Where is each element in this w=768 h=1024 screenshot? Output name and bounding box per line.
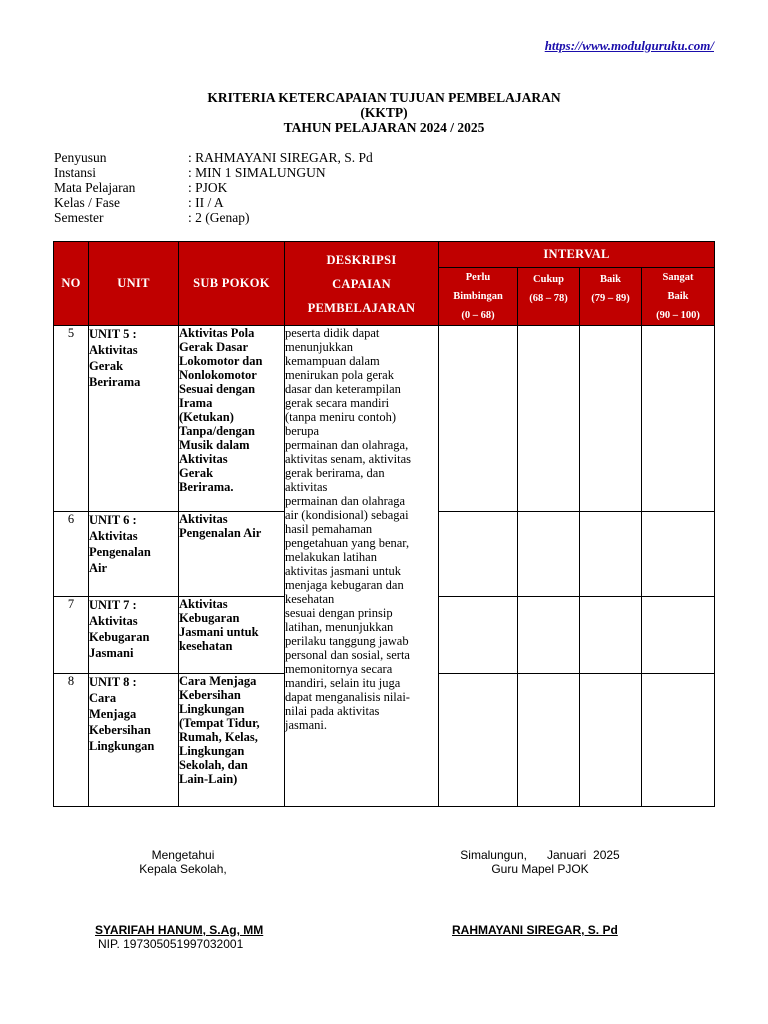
info-value: : MIN 1 SIMALUNGUN [188, 165, 326, 180]
sub-pokok-line: Lingkungan [179, 744, 245, 758]
sub-pokok-line: Lingkungan [179, 702, 245, 716]
info-label: Mata Pelajaran [54, 180, 136, 195]
info-label: Kelas / Fase [54, 195, 120, 210]
sub-pokok-line: Nonlokomotor [179, 368, 257, 382]
score-cell[interactable] [642, 326, 715, 512]
header-description [285, 242, 439, 326]
teacher-name: RAHMAYANI SIREGAR, S. Pd [452, 923, 618, 937]
principal-title: Kepala Sekolah, [139, 862, 227, 876]
unit-line: Kebugaran [89, 630, 150, 644]
info-label: Instansi [54, 165, 96, 180]
unit-line: Berirama [89, 375, 141, 389]
score-cell[interactable] [518, 326, 580, 512]
info-label: Semester [54, 210, 104, 225]
sub-pokok-line: Tanpa/dengan [179, 424, 255, 438]
sub-pokok-cell [179, 512, 285, 597]
unit-line: Menjaga [89, 707, 137, 721]
description-line: memonitornya secara [285, 662, 393, 676]
score-cell[interactable] [580, 512, 642, 597]
sub-pokok-line: Rumah, Kelas, [179, 730, 258, 744]
interval-line: Bimbingan [453, 291, 503, 302]
header-unit: UNIT [89, 242, 179, 326]
unit-line: Pengenalan [89, 545, 151, 559]
sub-pokok-line: Musik dalam [179, 438, 250, 452]
unit-line: Aktivitas [89, 614, 138, 628]
description-line: aktivitas senam, aktivitas [285, 452, 412, 466]
description-line: aktivitas jasmani untuk [285, 564, 401, 578]
sub-pokok-line: (Tempat Tidur, [179, 716, 260, 730]
unit-cell [89, 512, 179, 597]
document-title [0, 90, 768, 135]
interval-line: (0 – 68) [461, 310, 495, 321]
header-no: NO [54, 242, 89, 326]
score-cell[interactable] [518, 597, 580, 674]
description-paragraph [285, 326, 438, 438]
score-cell[interactable] [642, 674, 715, 807]
info-row [54, 165, 373, 180]
description-line: menunjukkan [285, 340, 354, 354]
description-line: gerak berirama, dan [285, 466, 385, 480]
unit-line: Jasmani [89, 646, 134, 660]
description-line: berupa [285, 424, 320, 438]
sub-pokok-line: Sekolah, dan [179, 758, 248, 772]
header-desc-line: PEMBELAJARAN [307, 300, 416, 315]
row-number: 5 [54, 326, 89, 512]
interval-line: (79 – 89) [591, 293, 630, 304]
sub-pokok-line: Aktivitas Pola [179, 326, 255, 340]
principal-nip: NIP. 197305051997032001 [98, 937, 244, 951]
score-cell[interactable] [580, 674, 642, 807]
description-line: jasmani. [285, 718, 328, 732]
unit-cell [89, 674, 179, 807]
interval-line: (90 – 100) [656, 310, 700, 321]
score-cell[interactable] [439, 597, 518, 674]
sub-pokok-line: Sesuai dengan [179, 382, 256, 396]
description-paragraph [285, 438, 438, 494]
sub-pokok-line: Cara Menjaga [179, 674, 257, 688]
sub-pokok-line: Lokomotor dan [179, 354, 263, 368]
score-cell[interactable] [642, 597, 715, 674]
description-line: dasar dan keterampilan [285, 382, 401, 396]
sub-pokok-line: kesehatan [179, 639, 233, 653]
header-sub-pokok: SUB POKOK [179, 242, 285, 326]
teacher-signature-block [440, 848, 640, 876]
description-line: air (kondisional) sebagai [285, 508, 409, 522]
interval-line: (68 – 78) [529, 293, 568, 304]
unit-line: UNIT 5 : [89, 327, 137, 341]
description-line: pengetahuan yang benar, [285, 536, 410, 550]
unit-line: Gerak [89, 359, 124, 373]
sub-pokok-line: Lain-Lain) [179, 772, 238, 786]
sub-pokok-line: Gerak [179, 466, 214, 480]
unit-line: UNIT 6 : [89, 513, 137, 527]
header-desc-line: CAPAIAN [332, 276, 391, 291]
interval-line: Perlu [465, 272, 491, 283]
header-interval-baik [580, 268, 642, 326]
interval-line: Sangat [662, 272, 694, 283]
unit-line: Lingkungan [89, 739, 155, 753]
sub-pokok-line: Irama [179, 396, 213, 410]
score-cell[interactable] [439, 674, 518, 807]
score-cell[interactable] [518, 674, 580, 807]
interval-line: Cukup [533, 274, 564, 285]
score-cell[interactable] [439, 326, 518, 512]
description-line: latihan, menunjukkan [285, 620, 394, 634]
principal-name: SYARIFAH HANUM, S.Ag, MM [95, 923, 264, 937]
interval-line: Baik [599, 274, 621, 285]
description-line: (tanpa meniru contoh) [285, 410, 397, 424]
info-row [54, 195, 373, 210]
description-line: mandiri, selain itu juga [285, 676, 401, 690]
teacher-title: Guru Mapel PJOK [491, 862, 589, 876]
description-cell [285, 326, 439, 807]
kktp-table [53, 241, 715, 807]
description-line: kemampuan dalam [285, 354, 380, 368]
description-line: menjaga kebugaran dan [285, 578, 404, 592]
score-cell[interactable] [439, 512, 518, 597]
principal-signature-block [95, 848, 271, 876]
sub-pokok-cell [179, 674, 285, 807]
sub-pokok-line: (Ketukan) [179, 410, 234, 424]
unit-line: Air [89, 561, 108, 575]
sub-pokok-cell [179, 597, 285, 674]
row-number: 6 [54, 512, 89, 597]
header-interval-perlu-bimbingan [439, 268, 518, 326]
title-line-3: TAHUN PELAJARAN 2024 / 2025 [283, 120, 485, 135]
place-date: Simalungun, Januari 2025 [460, 848, 620, 862]
description-line: kesehatan [285, 592, 335, 606]
table-row [54, 326, 715, 512]
description-line: permainan dan olahraga [285, 494, 406, 508]
sub-pokok-line: Jasmani untuk [179, 625, 259, 639]
info-label: Penyusun [54, 150, 107, 165]
unit-line: UNIT 7 : [89, 598, 137, 612]
description-line: peserta didik dapat [285, 326, 380, 340]
website-link[interactable]: https://www.modulguruku.com/ [544, 38, 714, 53]
unit-line: UNIT 8 : [89, 675, 137, 689]
info-row [54, 210, 373, 225]
description-line: personal dan sosial, serta [285, 648, 410, 662]
info-row [54, 150, 373, 165]
description-line: menirukan pola gerak [285, 368, 394, 382]
sub-pokok-line: Aktivitas [179, 512, 228, 526]
header-interval-cukup [518, 268, 580, 326]
info-value: : PJOK [188, 180, 228, 195]
sub-pokok-line: Aktivitas [179, 452, 228, 466]
sub-pokok-line: Kebersihan [179, 688, 241, 702]
description-line: melakukan latihan [285, 550, 377, 564]
score-cell[interactable] [518, 512, 580, 597]
identity-info [54, 150, 373, 225]
header-desc-line: DESKRIPSI [326, 252, 397, 267]
title-line-2: (KKTP) [360, 105, 408, 120]
description-line: aktivitas [285, 480, 328, 494]
unit-line: Cara [89, 691, 117, 705]
description-paragraph [285, 494, 438, 606]
sub-pokok-line: Gerak Dasar [179, 340, 249, 354]
info-value: : RAHMAYANI SIREGAR, S. Pd [188, 150, 373, 165]
info-value: : 2 (Genap) [188, 210, 250, 225]
header-interval: INTERVAL [439, 242, 715, 268]
description-line: nilai pada aktivitas [285, 704, 380, 718]
description-line: gerak secara mandiri [285, 396, 390, 410]
description-line: sesuai dengan prinsip [285, 606, 393, 620]
description-line: permainan dan olahraga, [285, 438, 409, 452]
sub-pokok-line: Aktivitas [179, 597, 228, 611]
row-number: 7 [54, 597, 89, 674]
unit-line: Aktivitas [89, 529, 138, 543]
unit-line: Aktivitas [89, 343, 138, 357]
description-line: dapat menganalisis nilai- [285, 690, 410, 704]
title-line-1: KRITERIA KETERCAPAIAN TUJUAN PEMBELAJARAN [207, 90, 561, 105]
interval-line: Baik [667, 291, 689, 302]
description-line: perilaku tanggung jawab [285, 634, 409, 648]
header-interval-sangat-baik [642, 268, 715, 326]
unit-cell [89, 597, 179, 674]
score-cell[interactable] [642, 512, 715, 597]
acknowledged-label: Mengetahui [151, 848, 215, 862]
row-number: 8 [54, 674, 89, 807]
score-cell[interactable] [580, 597, 642, 674]
unit-cell [89, 326, 179, 512]
sub-pokok-line: Pengenalan Air [179, 526, 262, 540]
sub-pokok-line: Berirama. [179, 480, 234, 494]
info-value: : II / A [188, 195, 224, 210]
description-line: hasil pemahaman [285, 522, 373, 536]
sub-pokok-cell [179, 326, 285, 512]
description-paragraph [285, 606, 438, 732]
unit-line: Kebersihan [89, 723, 151, 737]
sub-pokok-line: Kebugaran [179, 611, 240, 625]
score-cell[interactable] [580, 326, 642, 512]
info-row [54, 180, 373, 195]
